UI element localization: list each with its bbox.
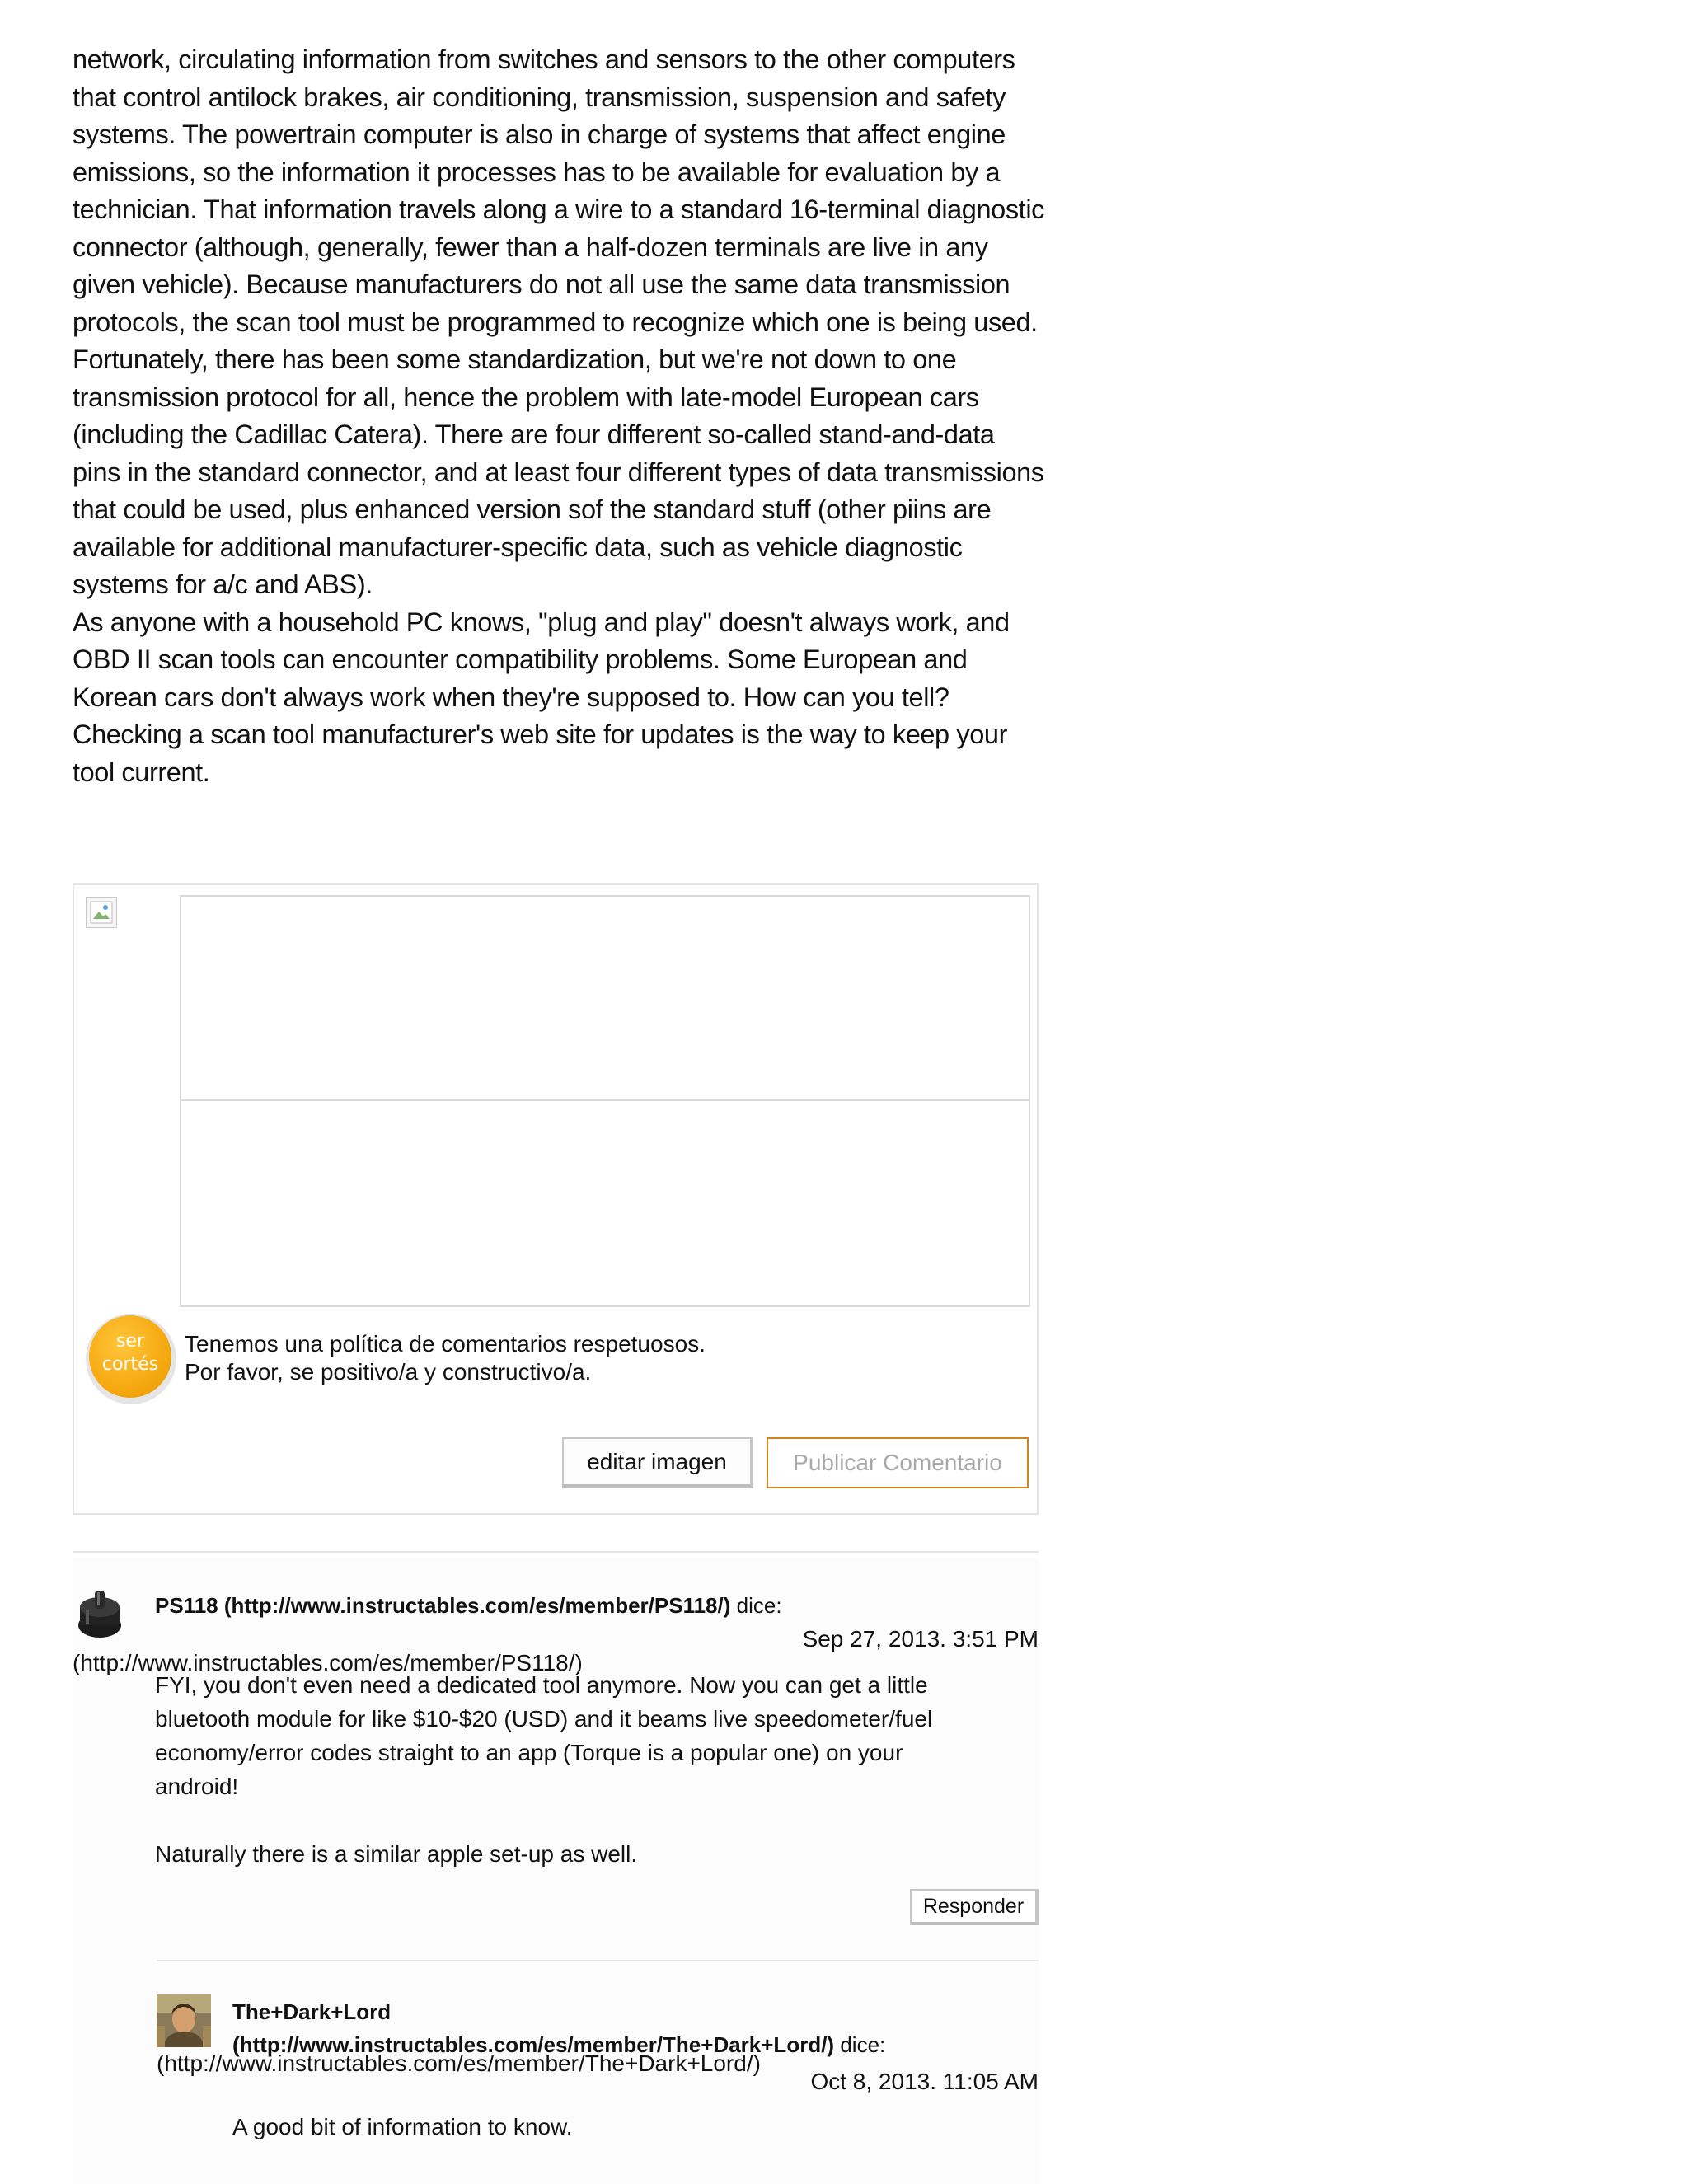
editor-divider — [181, 1099, 1029, 1101]
badge-text: cortés — [101, 1354, 159, 1375]
publish-comment-button[interactable]: Publicar Comentario — [767, 1437, 1029, 1488]
comment-author[interactable] — [155, 1590, 782, 1621]
comment-form — [73, 883, 1039, 1515]
avatar[interactable] — [157, 1994, 211, 2047]
comment-body — [232, 2110, 974, 2144]
courtesy-badge — [89, 1315, 171, 1398]
badge-text: ser — [115, 1331, 145, 1352]
section-divider — [73, 1551, 1039, 1553]
author-link[interactable]: The+Dark+Lord — [232, 1999, 392, 2024]
comment-text: Naturally there is a similar apple set-up as well. — [155, 1841, 638, 1867]
reply-button[interactable]: Responder — [910, 1889, 1039, 1925]
policy-line: Tenemos una política de comentarios respetuosos. — [185, 1331, 706, 1357]
broken-image-icon — [86, 897, 117, 928]
says-label: dice: — [736, 1593, 782, 1618]
comment-editor[interactable] — [180, 895, 1030, 1307]
reply-divider — [157, 1960, 1039, 1961]
comment-text: A good bit of information to know. — [232, 2114, 573, 2139]
says-label: dice: — [840, 2032, 886, 2057]
edit-image-button[interactable]: editar imagen — [562, 1437, 753, 1488]
article-paragraph: network, circulating information from switches and sensors to the other computers that control antilock brakes, air conditioning, transmission, suspension and safety systems. The powertrain computer is also in charge of systems that affect engine emissions, so the information it processes has to be available for evaluation by a technician. That information travels along a wire to a standard 16-terminal diagnostic connector (although, generally, fewer than a half-dozen terminals are live in any given vehicle). Because manufacturers do not all use the same data transmission protocols, the scan tool must be programmed to recognize which one is being used. Fortunately, there has been some standardization, but we're not down to one transmission protocol for all, hence the problem with late-model European cars (including the Cadillac Catera). There are four different so-called stand-and-data pins in the standard connector, and at least four different types of data transmissions that could be used, plus enhanced version sof the standard stuff (other piins are available for additional manufacturer-specific data, such as vehicle diagnostic systems for a/c and ABS). — [73, 45, 1044, 599]
comment-policy — [185, 1330, 706, 1386]
avatar-link-text[interactable]: (http://www.instructables.com/es/member/PS118/) — [73, 1650, 583, 1675]
comment-date: Oct 8, 2013. 11:05 AM — [810, 2069, 1039, 2094]
knob-icon — [74, 1589, 125, 1640]
portrait-icon — [157, 1994, 211, 2047]
author-link[interactable]: PS118 (http://www.instructables.com/es/member/PS118/) — [155, 1593, 731, 1618]
comment-date: Sep 27, 2013. 3:51 PM — [802, 1626, 1039, 1652]
policy-line: Por favor, se positivo/a y constructivo/a. — [185, 1359, 592, 1385]
comment-body — [155, 1668, 987, 1871]
article-body — [73, 41, 1045, 791]
article-paragraph: As anyone with a household PC knows, "plug and play" doesn't always work, and OBD II scan tools can encounter compatibility problems. Some European and Korean cars don't always work when they're supposed to. How can you tell? Checking a scan tool manufacturer's web site for updates is the way to keep your tool current. — [73, 607, 1010, 787]
avatar-link-text[interactable]: (http://www.instructables.com/es/member/The+Dark+Lord/) — [157, 2050, 761, 2076]
courtesy-badge-icon — [86, 1314, 176, 1404]
avatar[interactable] — [74, 1589, 125, 1640]
author-link[interactable]: (http://www.instructables.com/es/member/The+Dark+Lord/) — [232, 2032, 835, 2057]
comment-text: FYI, you don't even need a dedicated tool anymore. Now you can get a little bluetooth module for like $10-$20 (USD) and it beams live speedometer/fuel economy/error codes straight to an app (Torque is a popular one) on your android! — [155, 1672, 933, 1799]
